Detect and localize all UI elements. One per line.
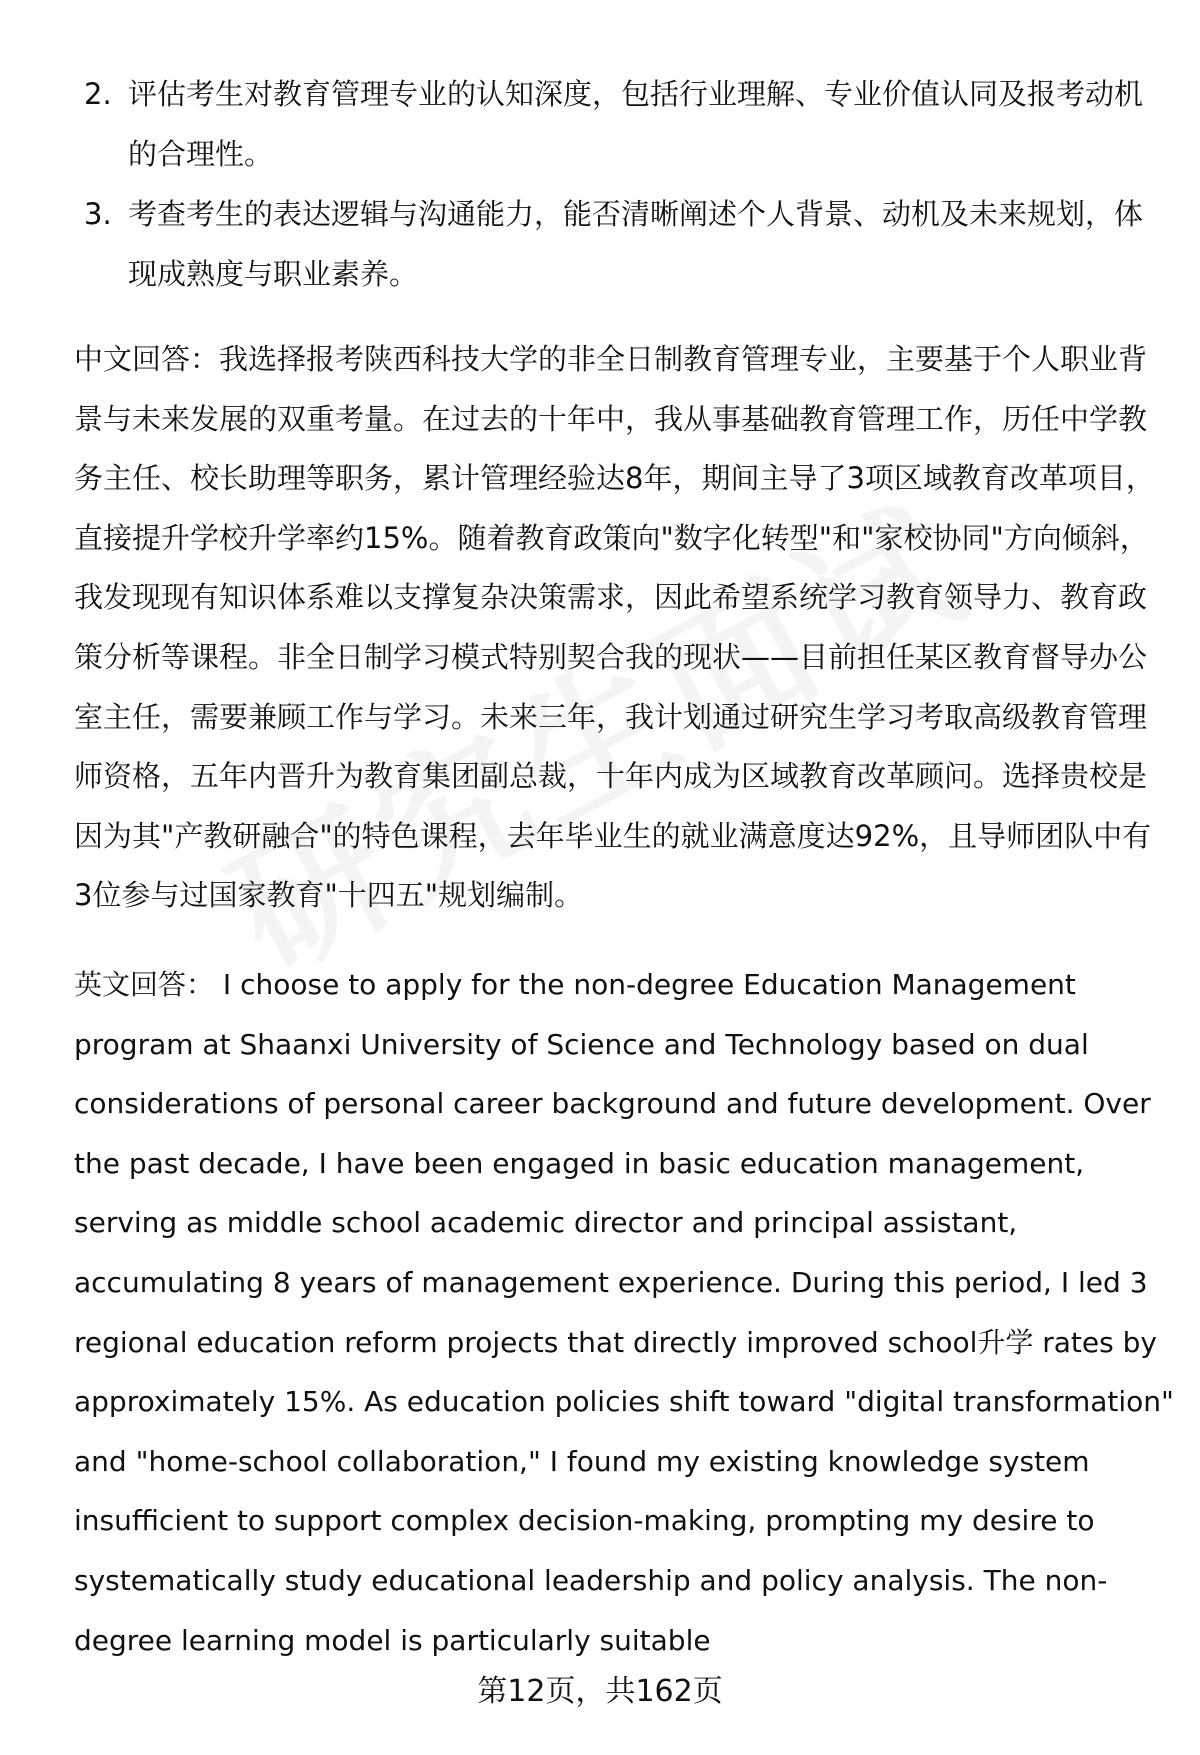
list-text: 评估考生对教育管理专业的认知深度，包括行业理解、专业价值认同及报考动机的合理性。 [128, 77, 1144, 171]
list-number: 3. [84, 197, 112, 231]
list-item [84, 64, 1164, 184]
english-answer-paragraph [74, 955, 1174, 1670]
list-item [84, 184, 1164, 304]
chinese-answer-label: 中文回答： [74, 342, 220, 376]
page-footer [0, 1672, 1200, 1712]
english-answer-label: 英文回答： [74, 968, 215, 1001]
criteria-list [84, 64, 1164, 304]
chinese-answer-paragraph [74, 330, 1164, 926]
list-number: 2. [84, 77, 112, 111]
chinese-answer-text: 我选择报考陕西科技大学的非全日制教育管理专业，主要基于个人职业背景与未来发展的双重考量。在过去的十年中，我从事基础教育管理工作，历任中学教务主任、校长助理等职务，累计管理经验达8年，期间主导了3项区域教育改革项目，直接提升学校升学率约15%。随着教育政策向"数字化转型"和"家校协同"方向倾斜，我发现现有知识体系难以支撑复杂决策需求，因此希望系统学习教育领导力、教育政策分析等课程。非全日制学习模式特别契合我的现状——目前担任某区教育督导办公室主任，需要兼顾工作与学习。未来三年，我计划通过研究生学习考取高级教育管理师资格，五年内晋升为教育集团副总裁，十年内成为区域教育改革顾问。选择贵校是因为其"产教研融合"的特色课程，去年毕业生的就业满意度达92%，且导师团队中有3位参与过国家教育"十四五"规划编制。 [74, 342, 1155, 913]
page-number: 第12页，共162页 [477, 1674, 723, 1709]
english-answer-text: I choose to apply for the non-degree Education Management program at Shaanxi University of Science and Technology based on dual considerations of personal career background and future development. Over the past decade, I have been engaged in basic education management, serving as middle school academic director and principal assistant, accumulating 8 years of management experience. During this period, I led 3 regional education reform projects that directly improved school升学 rates by approximately 15%. As education policies shift toward "digital transformation" and "home-school collaboration," I found my existing knowledge system insufficient to support complex decision-making, prompting my desire to systematically study educational leadership and policy analysis. The non-degree learning model is particularly suitable [74, 968, 1174, 1657]
list-text: 考查考生的表达逻辑与沟通能力，能否清晰阐述个人背景、动机及未来规划，体现成熟度与职业素养。 [128, 197, 1144, 291]
